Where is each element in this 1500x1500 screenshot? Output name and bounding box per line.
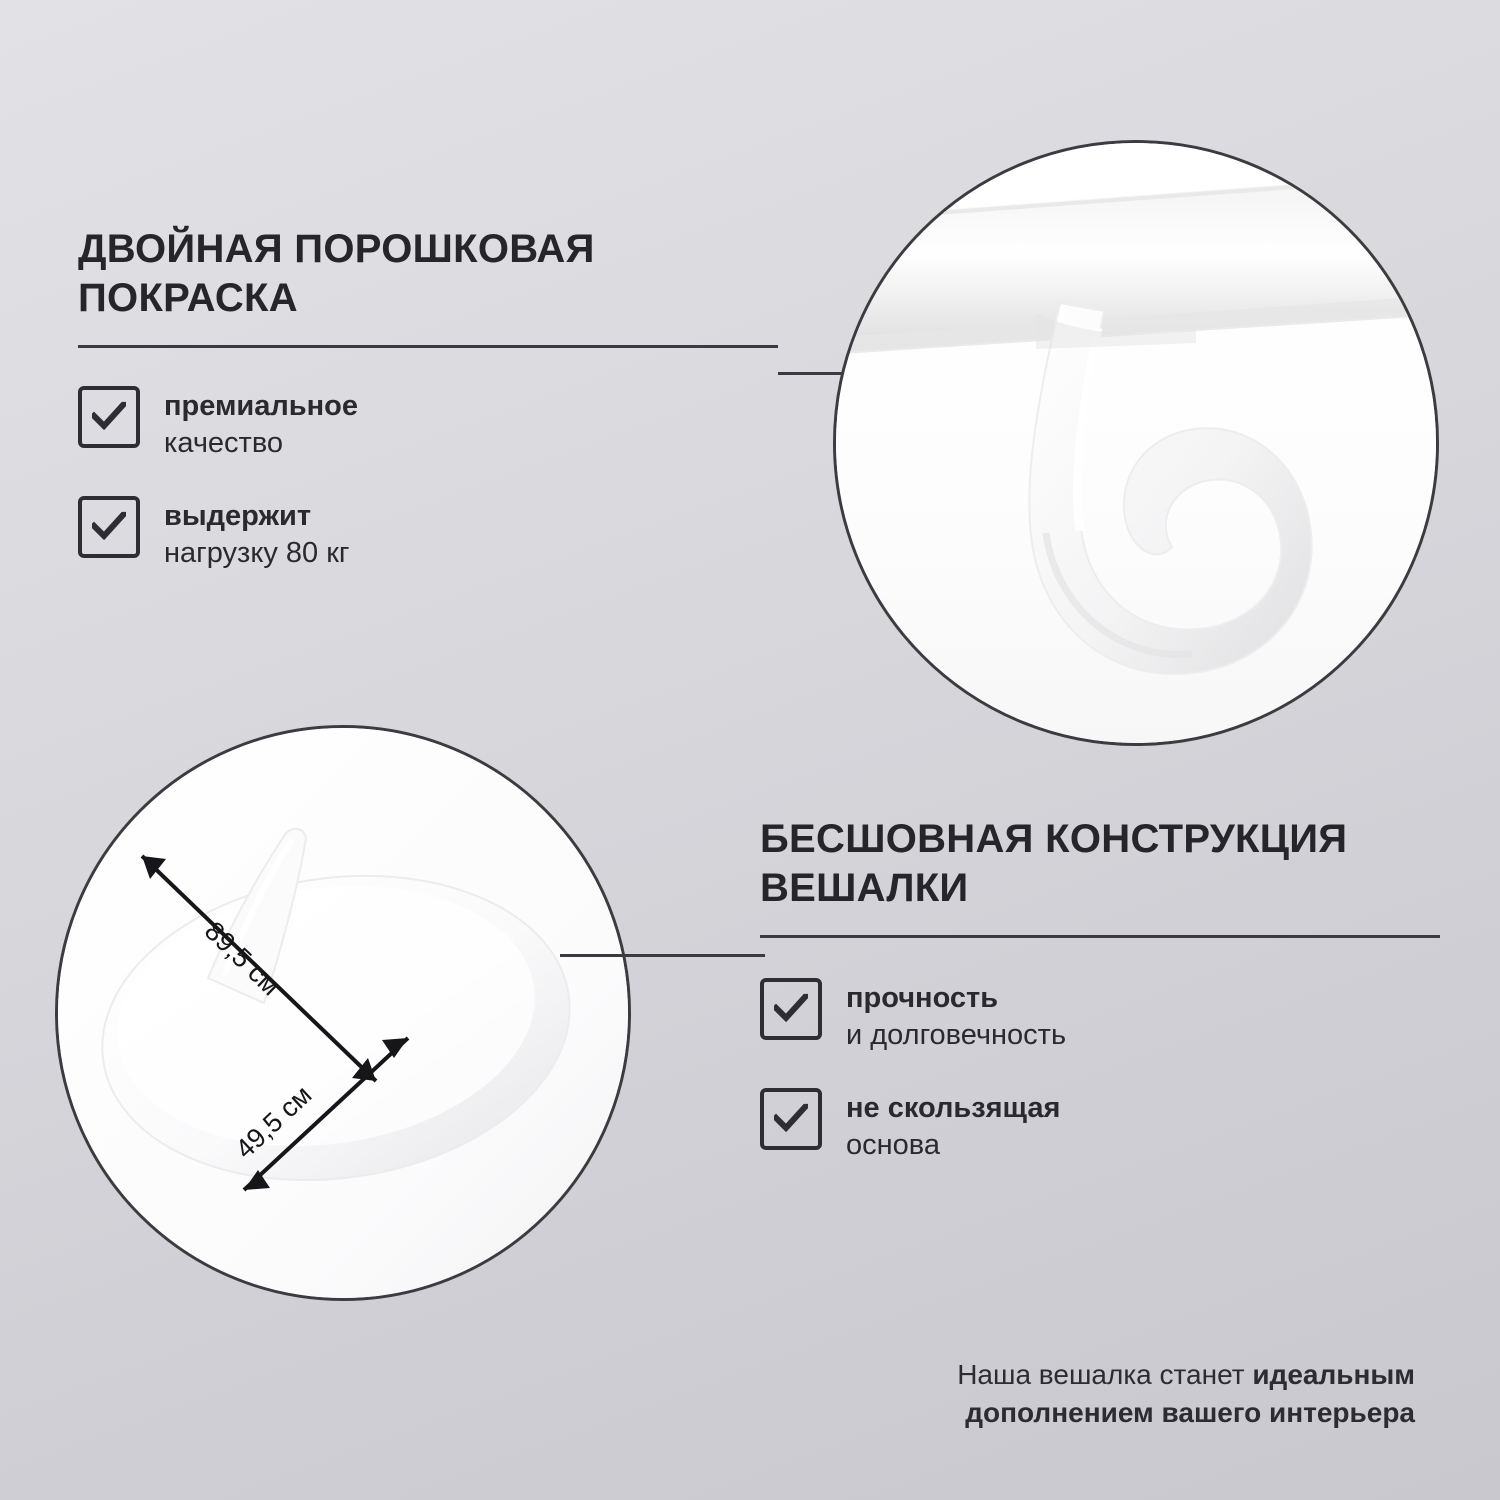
feature-text bbox=[846, 1088, 1060, 1164]
feature-strong: премиальное bbox=[164, 389, 358, 422]
connector-line-construction bbox=[560, 954, 765, 957]
section-coating-title: ДВОЙНАЯ ПОРОШКОВАЯ ПОКРАСКА bbox=[78, 227, 595, 320]
feature-light: и долговечность bbox=[846, 1018, 1067, 1051]
feature-text bbox=[846, 978, 1066, 1054]
footer-plain: Наша вешалка станет bbox=[957, 1359, 1253, 1391]
feature-strong: выдержит bbox=[164, 499, 312, 532]
check-icon bbox=[760, 1088, 822, 1150]
feature-item bbox=[78, 496, 778, 572]
check-icon bbox=[78, 496, 140, 558]
feature-strong: прочность bbox=[846, 981, 999, 1014]
section-coating bbox=[78, 225, 778, 606]
feature-item bbox=[760, 978, 1440, 1054]
section-construction bbox=[760, 815, 1440, 1198]
section-construction-title: БЕСШОВНАЯ КОНСТРУКЦИЯ ВЕШАЛКИ bbox=[760, 817, 1348, 910]
footer-bold-2: дополнением вашего интерьера bbox=[965, 1397, 1415, 1429]
feature-text bbox=[164, 496, 349, 572]
footer-note bbox=[775, 1356, 1415, 1432]
section-construction-divider bbox=[760, 935, 1440, 938]
check-icon bbox=[760, 978, 822, 1040]
section-coating-feature-list bbox=[78, 386, 778, 572]
feature-light: качество bbox=[164, 426, 284, 459]
footer-bold-1: идеальным bbox=[1252, 1359, 1415, 1391]
check-icon bbox=[78, 386, 140, 448]
dimension-width-label: 49,5 см bbox=[229, 1079, 318, 1165]
feature-item bbox=[760, 1088, 1440, 1164]
dimension-length-label: 89,5 см bbox=[198, 915, 286, 1002]
feature-light: основа bbox=[846, 1128, 940, 1161]
feature-light: нагрузку 80 кг bbox=[164, 536, 350, 569]
photo-base-dimensions bbox=[55, 725, 631, 1301]
feature-text bbox=[164, 386, 358, 462]
feature-strong: не скользящая bbox=[846, 1091, 1061, 1124]
feature-item bbox=[78, 386, 778, 462]
section-construction-feature-list bbox=[760, 978, 1440, 1164]
photo-hook-closeup bbox=[833, 140, 1439, 746]
section-coating-divider bbox=[78, 345, 778, 348]
